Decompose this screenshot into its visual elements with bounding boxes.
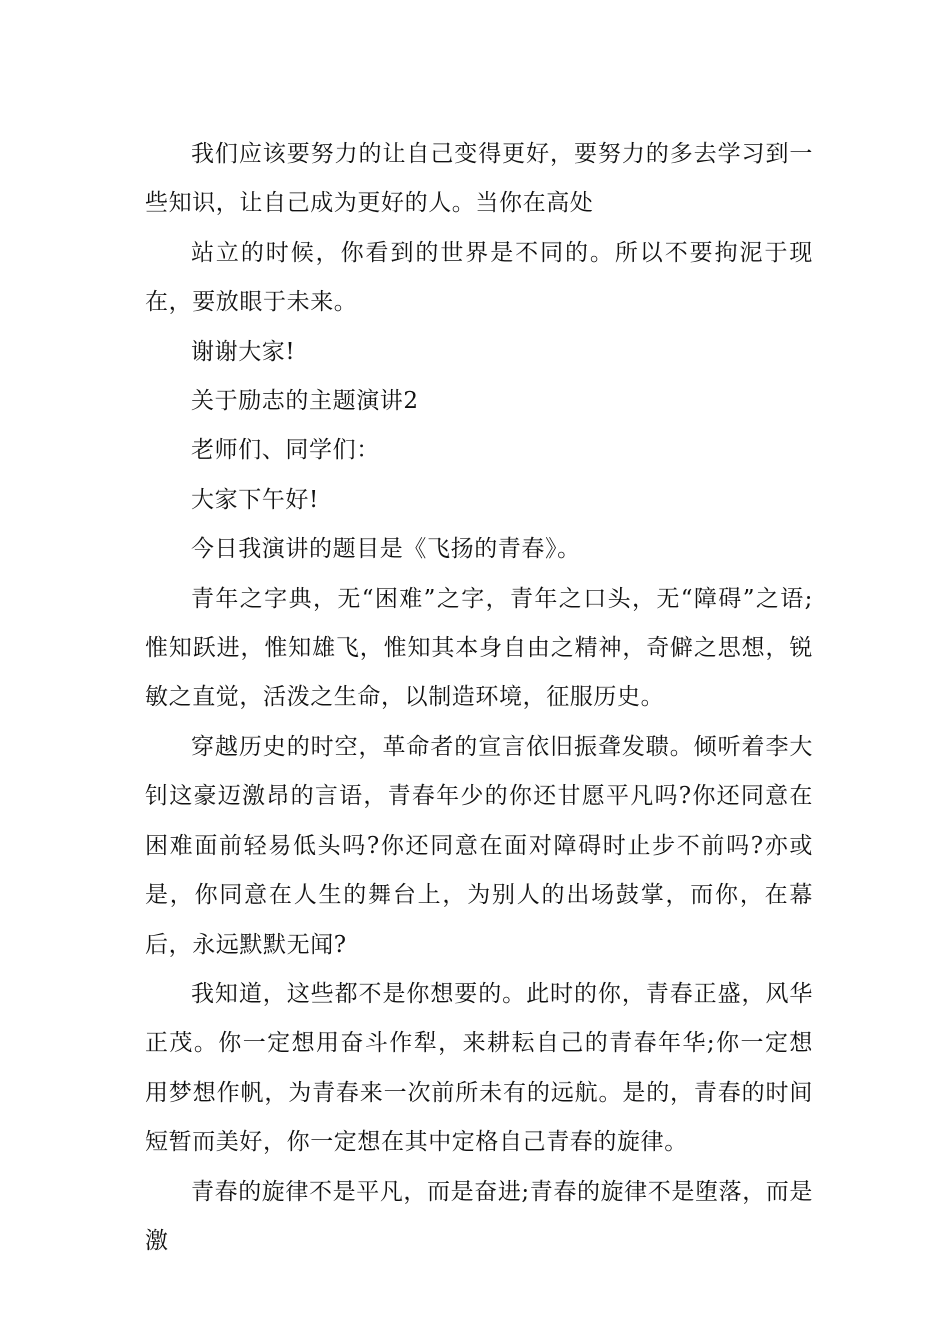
paragraph: 我知道，这些都不是你想要的。此时的你，青春正盛，风华正茂。你一定想用奋斗作犁，来耕耘自己的青春年华;你一定想用梦想作帆，为青春来一次前所未有的远航。是的，青春的时间短暂而美好，你一定想在其中定格自己青春的旋律。	[145, 980, 813, 1156]
paragraph: 站立的时候，你看到的世界是不同的。所以不要拘泥于现在，要放眼于未来。	[145, 239, 813, 316]
paragraph: 我们应该要努力的让自己变得更好，要努力的多去学习到一些知识，让自己成为更好的人。当你在高处	[145, 141, 813, 217]
greeting: 大家下午好!	[191, 486, 319, 513]
paragraph: 谢谢大家!	[191, 338, 296, 365]
paragraph: 今日我演讲的题目是《飞扬的青春》。	[191, 536, 581, 563]
paragraph: 青年之字典，无“困难”之字，青年之口头，无“障碍”之语;惟知跃进，惟知雄飞，惟知其本身自由之精神，奇僻之思想，锐敏之直觉，活泼之生命，以制造环境，征服历史。	[145, 585, 813, 711]
paragraph: 穿越历史的时空，革命者的宣言依旧振聋发聩。倾听着李大钊这豪迈激昂的言语，青春年少的你还甘愿平凡吗?你还同意在困难面前轻易低头吗?你还同意在面对障碍时止步不前吗?亦或是，你同意在人生的舞台上，为别人的出场鼓掌，而你，在幕后，永远默默无闻?	[145, 733, 813, 958]
paragraph: 青春的旋律不是平凡，而是奋进;青春的旋律不是堕落，而是激	[145, 1178, 813, 1254]
salutation: 老师们、同学们：	[191, 437, 380, 464]
section-heading: 关于励志的主题演讲2	[191, 388, 419, 415]
document-body	[145, 130, 813, 1266]
